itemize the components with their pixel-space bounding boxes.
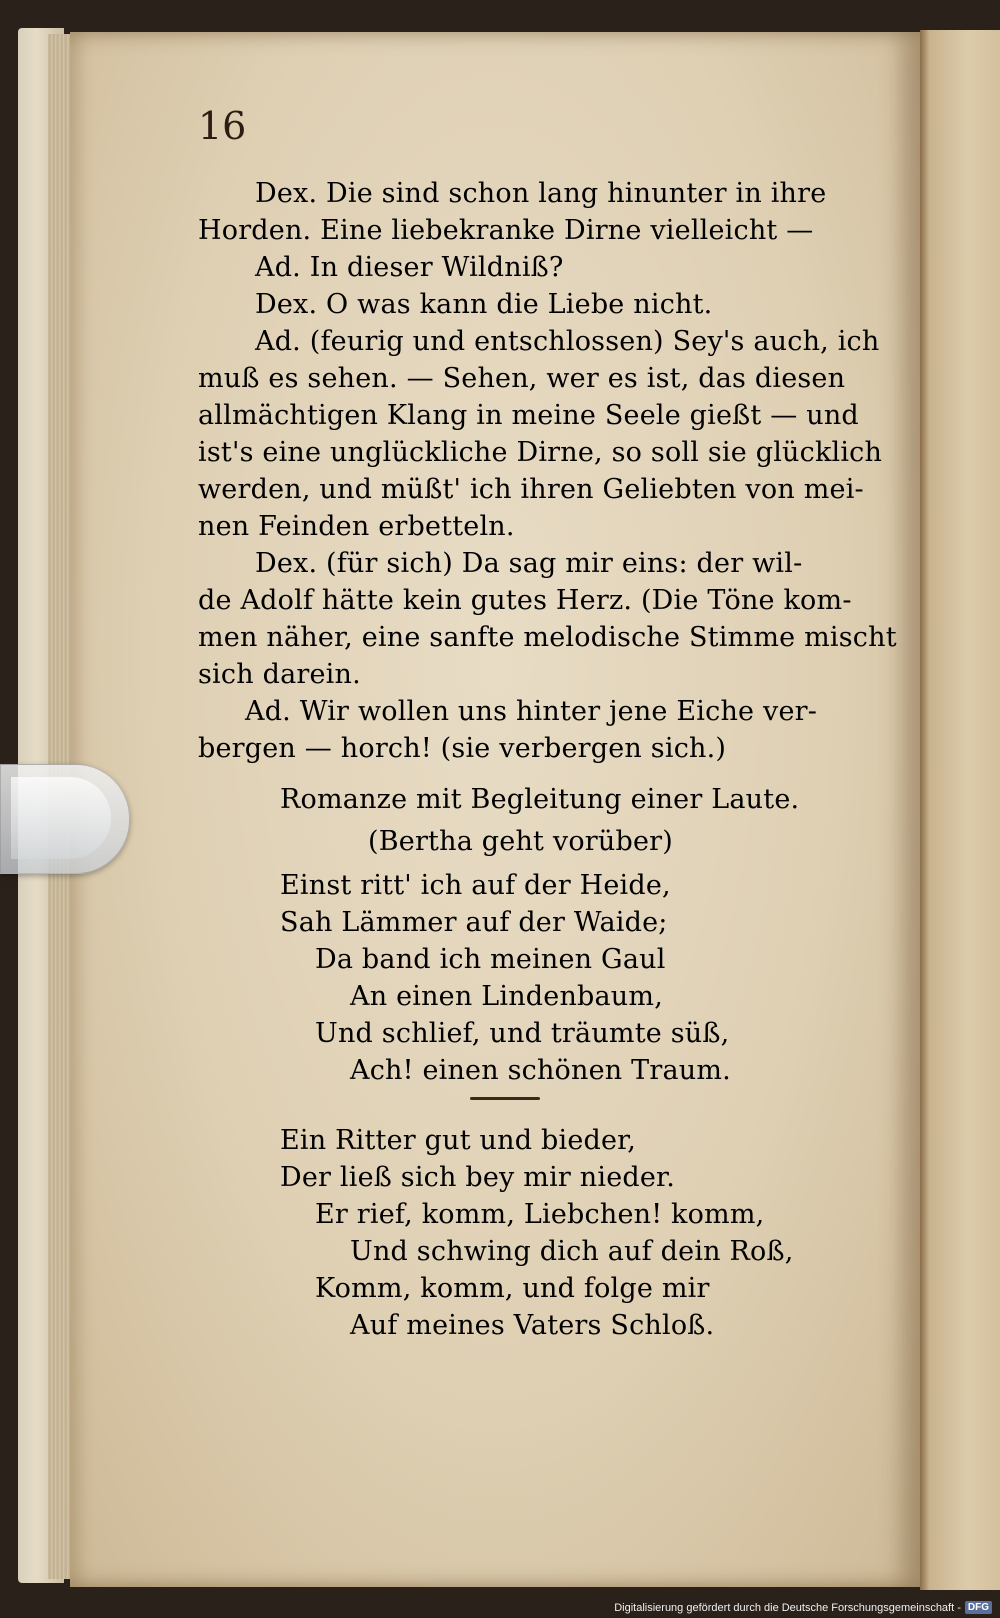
verse-line: Und schlief, und träumte süß,: [315, 1018, 730, 1049]
verse-line: Er rief, komm, Liebchen! komm,: [315, 1199, 765, 1230]
text-line: Ad. (feurig und entschlossen) Sey's auch, ich: [255, 326, 880, 357]
text-line: Dex. (für sich) Da sag mir eins: der wil-: [255, 548, 803, 579]
footer-text: Digitalisierung gefördert durch die Deutsche Forschungsgemeinschaft -: [614, 1601, 961, 1614]
text-line: Ad. In dieser Wildniß?: [255, 252, 564, 283]
verse-line: Einst ritt' ich auf der Heide,: [280, 870, 671, 901]
text-line: Dex. O was kann die Liebe nicht.: [255, 289, 713, 320]
text-line: allmächtigen Klang in meine Seele gießt — und: [198, 400, 859, 431]
text-line: Dex. Die sind schon lang hinunter in ihre: [255, 178, 827, 209]
text-line: Ad. Wir wollen uns hinter jene Eiche ver-: [245, 696, 818, 727]
page-clip: [0, 764, 130, 874]
text-line: werden, und müßt' ich ihren Geliebten von mei-: [198, 474, 864, 505]
digitization-footer: [614, 1601, 992, 1614]
verse-line: Da band ich meinen Gaul: [315, 944, 666, 975]
verse-line: Und schwing dich auf dein Roß,: [350, 1236, 794, 1267]
text-line: nen Feinden erbetteln.: [198, 511, 515, 542]
song-heading: Romanze mit Begleitung einer Laute.: [280, 784, 800, 815]
text-line: Horden. Eine liebekranke Dirne vielleicht —: [198, 215, 814, 246]
text-line: ist's eine unglückliche Dirne, so soll sie glücklich: [198, 437, 883, 468]
page-clip-highlight: [11, 777, 111, 859]
verse-line: Der ließ sich bey mir nieder.: [280, 1162, 675, 1193]
text-line: sich darein.: [198, 659, 361, 690]
verse-line: Ein Ritter gut und bieder,: [280, 1125, 637, 1156]
verse-line: An einen Lindenbaum,: [350, 981, 663, 1012]
dfg-logo-icon: DFG: [965, 1601, 992, 1614]
verse-line: Sah Lämmer auf der Waide;: [280, 907, 668, 938]
stanza-separator: [470, 1097, 540, 1100]
text-line: de Adolf hätte kein gutes Herz. (Die Töne kom-: [198, 585, 852, 616]
stage-direction: (Bertha geht vorüber): [368, 826, 673, 857]
verse-line: Komm, komm, und folge mir: [315, 1273, 710, 1304]
facing-page: [920, 30, 1000, 1590]
text-line: muß es sehen. — Sehen, wer es ist, das diesen: [198, 363, 846, 394]
text-line: bergen — horch! (sie verbergen sich.): [198, 733, 727, 764]
verse-line: Auf meines Vaters Schloß.: [350, 1310, 715, 1341]
page-number: 16: [198, 104, 247, 148]
text-line: men näher, eine sanfte melodische Stimme mischt: [198, 622, 897, 653]
verse-line: Ach! einen schönen Traum.: [350, 1055, 731, 1086]
